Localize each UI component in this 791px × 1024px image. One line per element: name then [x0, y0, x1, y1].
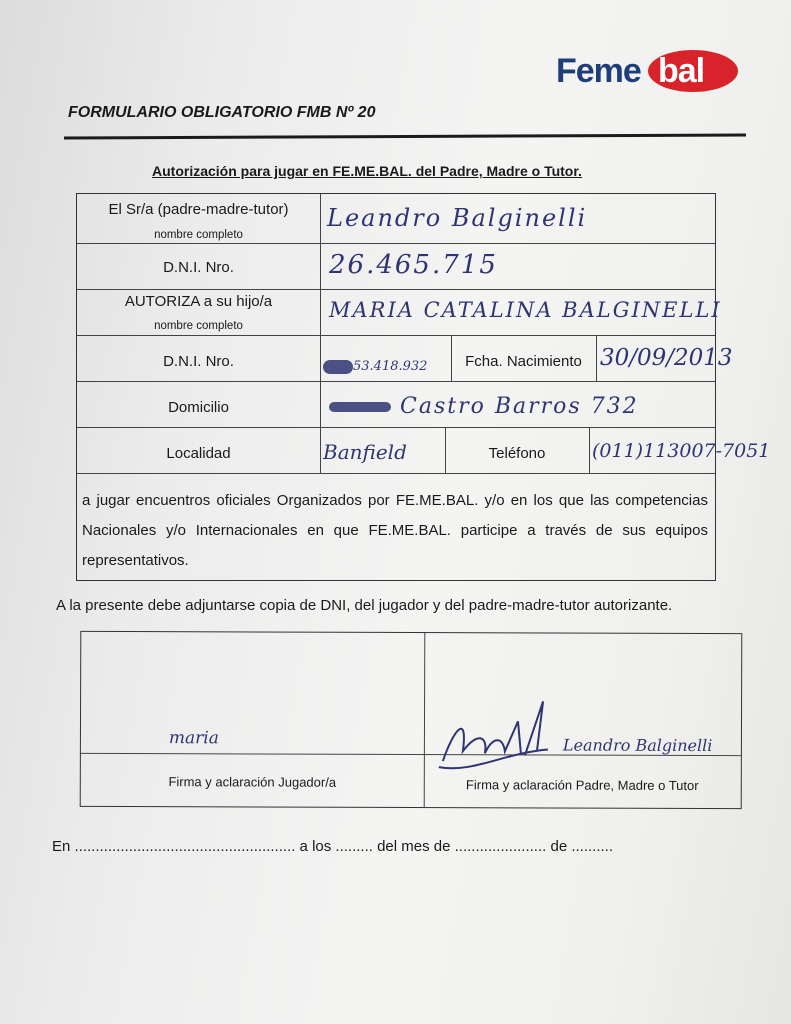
- address-label: Domicilio: [168, 399, 229, 416]
- player-signature: maria: [168, 728, 219, 749]
- phone-label: Teléfono: [488, 445, 546, 462]
- row-divider: [77, 289, 715, 290]
- scribble-mark: [329, 402, 391, 412]
- player-signature-caption: Firma y aclaración Jugador/a: [168, 774, 337, 790]
- parent-name-label: El Sr/a (padre-madre-tutor): [108, 201, 289, 218]
- row-divider: [77, 335, 715, 336]
- child-name-value: MARIA CATALINA BALGINELLI: [329, 298, 722, 322]
- child-name-sublabel: nombre completo: [154, 320, 243, 332]
- child-dni-label: D.N.I. Nro.: [163, 353, 234, 370]
- child-dni-value: 53.418.932: [323, 359, 427, 374]
- birthdate-value: 30/09/2013: [600, 345, 733, 371]
- locality-label: Localidad: [166, 445, 231, 462]
- address-value: Castro Barros 732: [329, 394, 639, 419]
- scribble-mark: [323, 360, 353, 374]
- locality-value: Banfield: [323, 440, 407, 464]
- parent-printed-name: Leandro Balginelli: [562, 735, 713, 756]
- logo-text-left: Feme: [556, 52, 641, 90]
- parent-dni-value: 26.465.715: [329, 250, 498, 280]
- row-divider: [77, 427, 715, 428]
- signature-table: [80, 631, 743, 809]
- femebal-logo: [556, 50, 738, 94]
- row-divider: [77, 243, 715, 244]
- column-divider: [589, 427, 590, 473]
- parent-name-sublabel: nombre completo: [154, 229, 243, 241]
- attachment-note: A la presente debe adjuntarse copia de DNI, del jugador y del padre-madre-tutor autorizante.: [56, 597, 673, 614]
- birthdate-label: Fcha. Nacimiento: [465, 353, 582, 370]
- place-date-line: En ..................................................... a los ......... del mes de ...................... de ..........: [52, 838, 614, 855]
- authorization-paragraph: a jugar encuentros oficiales Organizados por FE.ME.BAL. y/o en los que las competencias Nacionales y/o Internacionales en que FE.ME.BAL. participe a través de sus equipos representativos.: [82, 492, 708, 569]
- form-title: FORMULARIO OBLIGATORIO FMB Nº 20: [68, 104, 376, 121]
- child-name-label: AUTORIZA a su hijo/a: [124, 293, 273, 310]
- parent-dni-label: D.N.I. Nro.: [163, 259, 234, 276]
- authorization-table: [76, 193, 771, 581]
- column-divider: [320, 194, 321, 473]
- title-divider: [64, 134, 746, 140]
- parent-signature-caption: Firma y aclaración Padre, Madre o Tutor: [465, 777, 699, 794]
- row-divider: [77, 473, 715, 474]
- parent-name-value: Leandro Balginelli: [327, 204, 588, 232]
- phone-value: (011)113007-7051: [592, 440, 771, 462]
- logo-text-right: bal: [658, 52, 705, 90]
- authorization-title: Autorización para jugar en FE.ME.BAL. del Padre, Madre o Tutor.: [152, 163, 582, 179]
- row-divider: [77, 381, 715, 382]
- column-divider: [596, 335, 597, 381]
